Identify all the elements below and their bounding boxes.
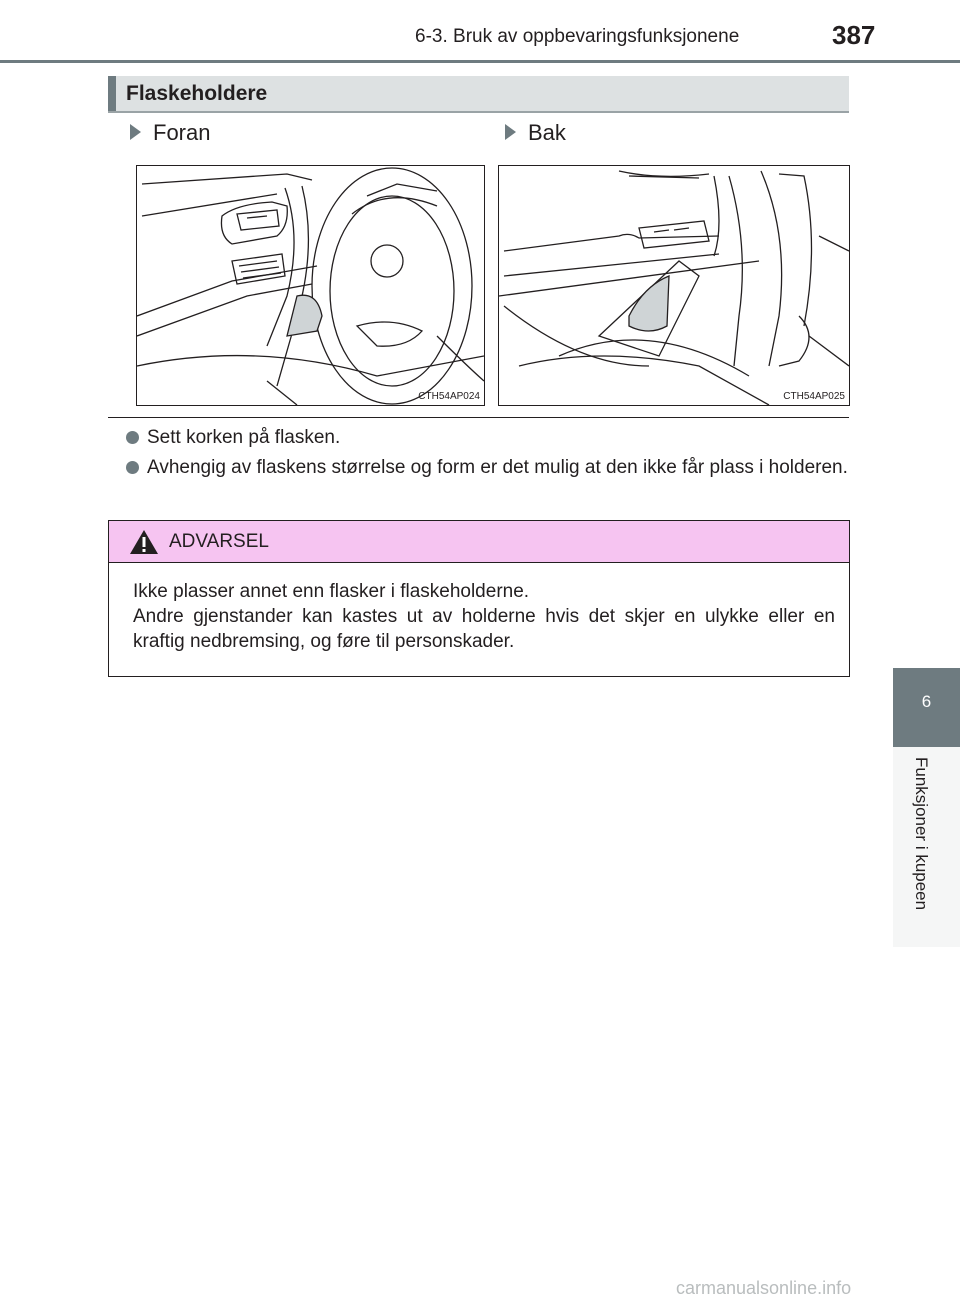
bullet-dot-icon (126, 431, 139, 444)
figure-front-code: CTH54AP024 (418, 391, 480, 402)
triangle-bullet-icon (130, 124, 141, 140)
warning-title: ADVARSEL (169, 531, 269, 552)
warning-header (109, 521, 849, 563)
warning-box (108, 520, 850, 677)
watermark: carmanualsonline.info (676, 1278, 852, 1298)
section-heading-accent (108, 76, 116, 111)
figure-label-front-text: Foran (153, 120, 211, 145)
warning-line: Andre gjenstander kan kastes ut av holderne hvis det skjer en ulykke eller en kraftig nedbremsing, og føre til personskader. (133, 606, 835, 652)
chapter-number: 6 (921, 692, 932, 711)
bullet-item (126, 424, 850, 451)
figure-label-rear-text: Bak (528, 120, 566, 145)
figure-rear (498, 165, 850, 406)
chapter-tab (893, 668, 960, 747)
bullet-text: Sett korken på flasken. (147, 427, 341, 448)
front-door-illustration (137, 166, 484, 405)
warning-triangle-icon (129, 529, 159, 555)
bullet-dot-icon (126, 461, 139, 474)
bullet-item (126, 454, 850, 481)
chapter-tab-label-area (893, 747, 960, 947)
bullet-text: Avhengig av flaskens størrelse og form er det mulig at den ikke får plass i holderen. (147, 457, 848, 478)
page-number: 387 (832, 20, 876, 50)
rear-door-illustration (499, 166, 849, 405)
figure-front (136, 165, 485, 406)
figures-divider (108, 417, 849, 418)
warning-line: Ikke plasser annet enn flasker i flaskeholderne. (133, 581, 530, 602)
section-heading-bar (108, 76, 849, 113)
figure-rear-code: CTH54AP025 (783, 391, 845, 402)
figure-label-rear (505, 120, 566, 146)
triangle-bullet-icon (505, 124, 516, 140)
header-rule (0, 60, 960, 63)
warning-body (133, 579, 835, 654)
header-section-title: 6-3. Bruk av oppbevaringsfunksjonene (415, 26, 740, 47)
figure-label-front (130, 120, 210, 146)
section-heading: Flaskeholdere (126, 82, 268, 105)
chapter-label: Funksjoner i kupeen (912, 757, 931, 911)
